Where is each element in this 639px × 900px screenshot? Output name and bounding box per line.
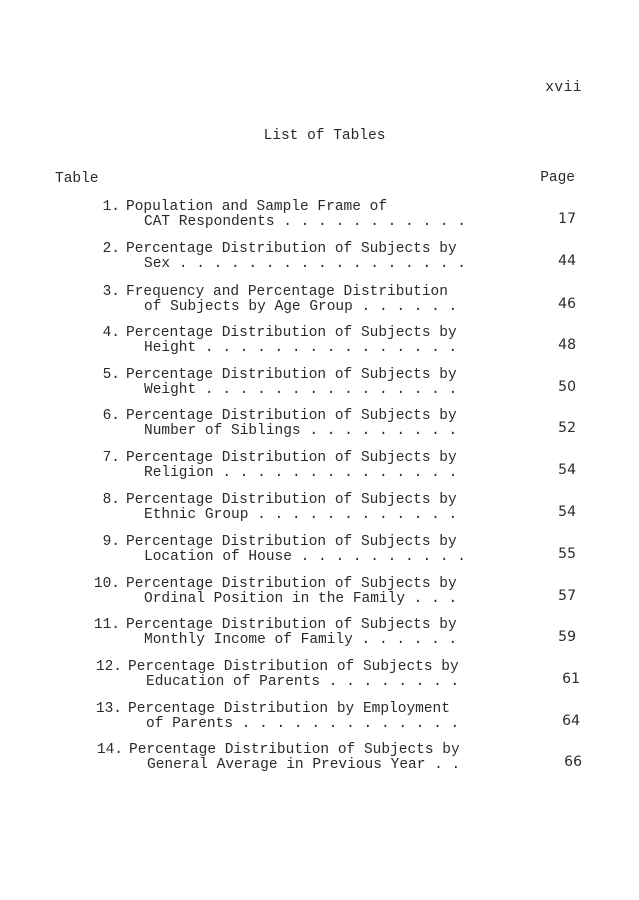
entry-title-line1: Percentage Distribution of Subjects by xyxy=(126,450,457,466)
dot-leader: . . . . . . . . xyxy=(328,674,468,690)
entry-number: 7. xyxy=(102,450,120,466)
entry-page-number: 55 xyxy=(558,546,576,562)
entry-page-number: 66 xyxy=(564,754,582,770)
entry-number: 13. xyxy=(95,701,122,717)
entry-title-line2: of Parents xyxy=(146,716,234,732)
entry-page-number: 57 xyxy=(558,588,576,604)
entry-title-line1: Percentage Distribution of Subjects by xyxy=(126,325,457,341)
column-header-page: Page xyxy=(540,170,575,186)
entry-title-line1: Frequency and Percentage Distribution xyxy=(126,284,448,300)
table-entry xyxy=(72,617,576,657)
dot-leader: . . . . . . . . . . . . xyxy=(257,507,466,523)
entry-page-number: 52 xyxy=(558,420,576,436)
dot-leader: . . . . . . . . . . . . . xyxy=(241,716,468,732)
entry-title-line2: Number of Siblings xyxy=(144,423,301,439)
entry-title-line1: Percentage Distribution of Subjects by xyxy=(128,659,459,675)
entry-page-number: 46 xyxy=(558,296,576,312)
entry-title-line1: Population and Sample Frame of xyxy=(126,199,388,215)
entry-title-line1: Percentage Distribution of Subjects by xyxy=(129,742,460,758)
entry-title-line2: Religion xyxy=(144,465,214,481)
entry-title-line2: CAT Respondents xyxy=(144,214,275,230)
entry-page-number: 48 xyxy=(558,337,576,353)
dot-leader: . . . . . . . . . . . . . . . xyxy=(204,382,466,398)
dot-leader: . . . . . . . . . . . . . . . xyxy=(204,340,466,356)
page-title: List of Tables xyxy=(263,128,386,144)
entry-title-line2: Weight xyxy=(144,382,197,398)
entry-number: 9. xyxy=(102,534,120,550)
entry-title-line2: Ordinal Position in the Family xyxy=(144,591,406,607)
dot-leader: . . xyxy=(434,757,469,773)
entry-title-line1: Percentage Distribution of Subjects by xyxy=(126,241,457,257)
entry-number: 11. xyxy=(93,617,120,633)
table-entry xyxy=(74,701,578,741)
table-entry xyxy=(72,241,576,281)
entry-number: 2. xyxy=(102,241,120,257)
page-number: xvii xyxy=(545,80,582,96)
entry-title-line2: General Average in Previous Year xyxy=(147,757,426,773)
entry-title-line1: Percentage Distribution by Employment xyxy=(128,701,450,717)
entry-title-line2: Location of House xyxy=(144,549,292,565)
table-entry xyxy=(72,284,576,324)
dot-leader: . . . . . . xyxy=(361,632,466,648)
table-entry xyxy=(72,199,576,239)
table-entry xyxy=(72,367,576,407)
table-entry xyxy=(72,325,576,365)
entry-title-line2: Height xyxy=(144,340,197,356)
entry-title-line1: Percentage Distribution of Subjects by xyxy=(126,492,457,508)
entry-number: 10. xyxy=(93,576,120,592)
entry-number: 12. xyxy=(95,659,122,675)
table-entry xyxy=(72,576,576,616)
entry-page-number: 44 xyxy=(558,253,576,269)
entry-number: 14. xyxy=(96,742,123,758)
entry-page-number: 59 xyxy=(558,629,576,645)
entry-title-line1: Percentage Distribution of Subjects by xyxy=(126,534,457,550)
dot-leader: . . . . . . . . . . . xyxy=(283,214,475,230)
entry-number: 1. xyxy=(102,199,120,215)
table-entry xyxy=(72,534,576,574)
dot-leader: . . . . . . . . . . xyxy=(300,549,475,565)
entry-title-line1: Percentage Distribution of Subjects by xyxy=(126,367,457,383)
dot-leader: . . . . . . . . . xyxy=(309,423,466,439)
dot-leader: . . . . . . . . . . . . . . xyxy=(222,465,466,481)
entry-title-line2: Education of Parents xyxy=(146,674,321,690)
entry-number: 4. xyxy=(102,325,120,341)
entry-title-line1: Percentage Distribution of Subjects by xyxy=(126,617,457,633)
dot-leader: . . . . . . xyxy=(361,299,466,315)
table-entry xyxy=(72,492,576,532)
entry-page-number: 64 xyxy=(562,713,580,729)
dot-leader: . . . xyxy=(413,591,466,607)
entry-title-line2: Ethnic Group xyxy=(144,507,249,523)
column-header-table: Table xyxy=(55,171,99,187)
dot-leader: . . . . . . . . . . . . . . . . . xyxy=(178,256,475,272)
entry-page-number: 54 xyxy=(558,462,576,478)
entry-page-number: 61 xyxy=(562,671,580,687)
entry-title-line1: Percentage Distribution of Subjects by xyxy=(126,576,457,592)
entry-page-number: 50 xyxy=(558,379,576,395)
entry-number: 5. xyxy=(102,367,120,383)
entry-number: 3. xyxy=(102,284,120,300)
table-entry xyxy=(72,408,576,448)
table-entry xyxy=(72,450,576,490)
table-entry xyxy=(74,659,578,699)
entry-title-line2: of Subjects by Age Group xyxy=(144,299,353,315)
entry-page-number: 17 xyxy=(558,211,576,227)
entry-page-number: 54 xyxy=(558,504,576,520)
entry-title-line2: Sex xyxy=(144,256,171,272)
entry-title-line1: Percentage Distribution of Subjects by xyxy=(126,408,457,424)
entry-number: 8. xyxy=(102,492,120,508)
entry-title-line2: Monthly Income of Family xyxy=(144,632,353,648)
table-entry xyxy=(75,742,582,782)
entry-number: 6. xyxy=(102,408,120,424)
